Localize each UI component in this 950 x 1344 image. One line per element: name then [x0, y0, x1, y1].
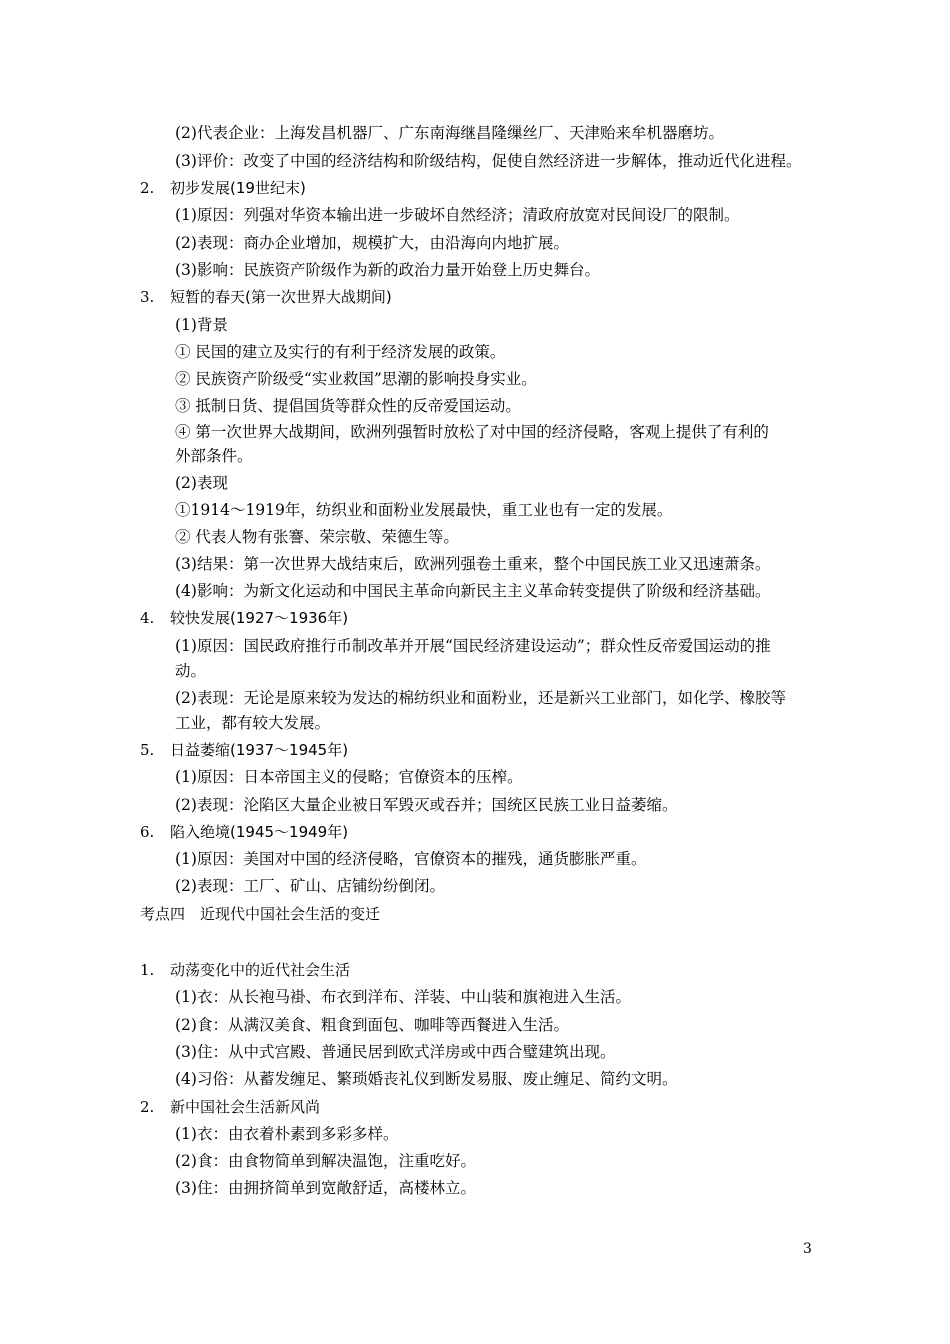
text-line: (3)影响：民族资产阶级作为新的政治力量开始登上历史舞台。	[175, 261, 600, 279]
heading-number: 4.	[140, 609, 155, 627]
text-line: ① 民国的建立及实行的有利于经济发展的政策。	[175, 343, 506, 361]
text-line: (4)影响：为新文化运动和中国民主革命向新民主主义革命转变提供了阶级和经济基础。	[175, 582, 771, 600]
heading-number: 1.	[140, 961, 155, 979]
text-line: (1)衣：从长袍马褂、布衣到洋布、洋装、中山装和旗袍进入生活。	[175, 988, 631, 1006]
heading-text: 新中国社会生活新风尚	[170, 1098, 321, 1116]
section-heading	[140, 177, 306, 199]
section-title: 考点四 近现代中国社会生活的变迁	[140, 905, 381, 923]
text-line: (3)结果：第一次世界大战结束后，欧洲列强卷土重来，整个中国民族工业又迅速萧条。	[175, 555, 771, 573]
section-heading	[140, 821, 348, 843]
text-line: (2)食：由食物简单到解决温饱，注重吃好。	[175, 1152, 476, 1170]
heading-text: 陷入绝境(1945～1949年)	[170, 823, 349, 841]
text-line: (2)表现：工厂、矿山、店铺纷纷倒闭。	[175, 877, 445, 895]
text-line: (1)衣：由衣着朴素到多彩多样。	[175, 1125, 399, 1143]
text-line: 工业，都有较大发展。	[175, 714, 331, 732]
text-line: ④ 第一次世界大战期间，欧洲列强暂时放松了对中国的经济侵略，客观上提供了有利的	[175, 423, 769, 441]
text-line: (3)住：由拥挤简单到宽敞舒适，高楼林立。	[175, 1179, 476, 1197]
text-line: (2)表现：无论是原来较为发达的棉纺织业和面粉业，还是新兴工业部门，如化学、橡胶等	[175, 689, 786, 707]
text-line: (4)习俗：从蓄发缠足、繁琐婚丧礼仪到断发易服、废止缠足、简约文明。	[175, 1070, 678, 1088]
text-line: ② 民族资产阶级受“实业救国”思潮的影响投身实业。	[175, 370, 537, 388]
heading-text: 日益萎缩(1937～1945年)	[170, 741, 349, 759]
text-line: (2)表现	[175, 474, 228, 492]
page-number: 3	[803, 1241, 812, 1257]
text-line: (1)原因：列强对华资本输出进一步破坏自然经济；清政府放宽对民间设厂的限制。	[175, 206, 740, 224]
text-line: (3)评价：改变了中国的经济结构和阶级结构，促使自然经济进一步解体，推动近代化进程。	[175, 152, 802, 170]
text-line: (1)原因：日本帝国主义的侵略；官僚资本的压榨。	[175, 768, 523, 786]
heading-number: 5.	[140, 741, 155, 759]
text-line: 外部条件。	[175, 447, 253, 465]
heading-text: 初步发展(19世纪末)	[170, 179, 306, 197]
section-heading	[140, 286, 392, 308]
section-heading	[140, 959, 350, 981]
text-line: (1)背景	[175, 316, 228, 334]
text-line: (2)食：从满汉美食、粗食到面包、咖啡等西餐进入生活。	[175, 1016, 569, 1034]
text-line: (3)住：从中式宫殿、普通民居到欧式洋房或中西合璧建筑出现。	[175, 1043, 616, 1061]
section-heading	[140, 607, 348, 629]
heading-text: 较快发展(1927～1936年)	[170, 609, 349, 627]
section-heading	[140, 1096, 320, 1118]
section-heading	[140, 739, 348, 761]
heading-number: 3.	[140, 288, 155, 306]
text-line: (2)代表企业：上海发昌机器厂、广东南海继昌隆缫丝厂、天津贻来牟机器磨坊。	[175, 124, 724, 142]
heading-number: 2.	[140, 1098, 155, 1116]
text-line: (1)原因：国民政府推行币制改革并开展“国民经济建设运动”；群众性反帝爱国运动的推	[175, 637, 771, 655]
text-line: 动。	[175, 662, 207, 680]
text-line: (2)表现：沦陷区大量企业被日军毁灭或吞并；国统区民族工业日益萎缩。	[175, 796, 678, 814]
heading-text: 动荡变化中的近代社会生活	[170, 961, 351, 979]
text-line: ③ 抵制日货、提倡国货等群众性的反帝爱国运动。	[175, 397, 521, 415]
text-line: ② 代表人物有张謇、荣宗敬、荣德生等。	[175, 528, 459, 546]
heading-number: 6.	[140, 823, 155, 841]
text-line: ①1914～1919年，纺织业和面粉业发展最快，重工业也有一定的发展。	[175, 501, 673, 519]
heading-number: 2.	[140, 179, 155, 197]
text-line: (2)表现：商办企业增加，规模扩大，由沿海向内地扩展。	[175, 234, 569, 252]
heading-text: 短暂的春天(第一次世界大战期间)	[170, 288, 392, 306]
text-line: (1)原因：美国对中国的经济侵略，官僚资本的摧残，通货膨胀严重。	[175, 850, 647, 868]
